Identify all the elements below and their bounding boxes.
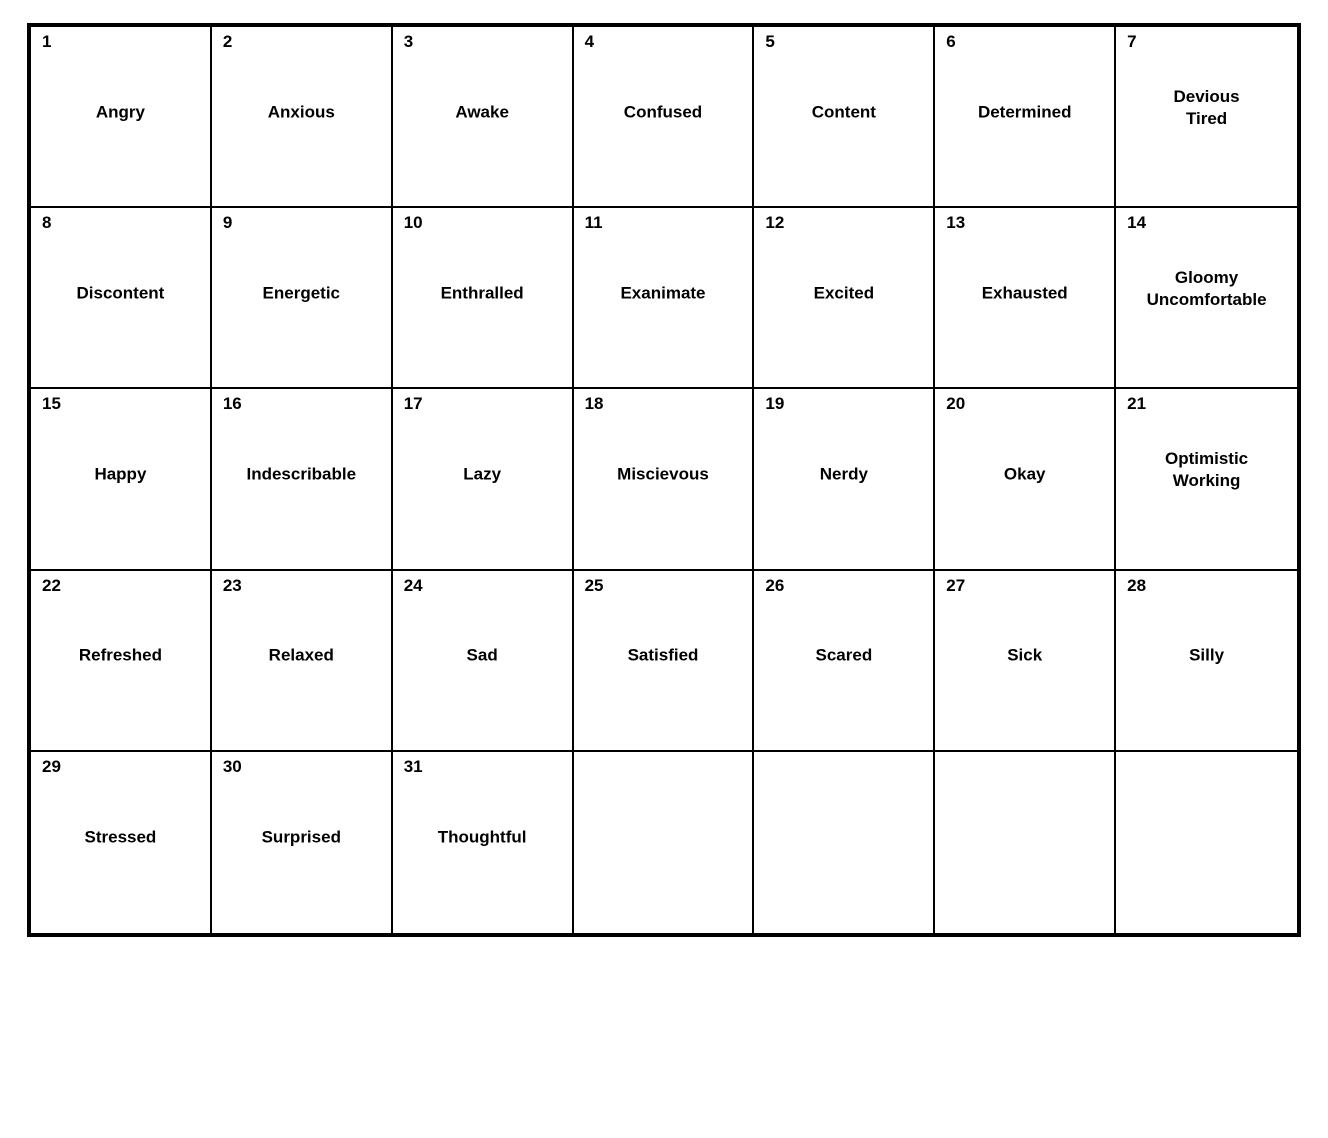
- calendar-day-cell: [935, 571, 1116, 752]
- day-number: 21: [1127, 394, 1147, 414]
- mood-label: [1116, 86, 1297, 130]
- mood-label: [31, 101, 210, 123]
- mood-label: [393, 101, 572, 123]
- calendar-day-cell: [1116, 571, 1297, 752]
- day-number: 23: [222, 575, 242, 595]
- day-number: 19: [765, 394, 785, 414]
- calendar-day-cell: [212, 389, 393, 570]
- mood-word: Sick: [1007, 645, 1043, 665]
- mood-label: [31, 464, 210, 486]
- day-number: 10: [403, 213, 423, 233]
- mood-word: Scared: [815, 645, 873, 665]
- calendar-day-cell: [393, 27, 574, 208]
- day-number: 28: [1127, 575, 1147, 595]
- calendar-day-cell: [31, 571, 212, 752]
- mood-word: Discontent: [76, 283, 165, 303]
- calendar-day-cell: [212, 27, 393, 208]
- mood-label: [393, 464, 572, 486]
- mood-word: Uncomfortable: [1146, 289, 1267, 309]
- calendar-day-cell: [31, 208, 212, 389]
- day-number: 14: [1127, 213, 1147, 233]
- mood-word: Satisfied: [627, 645, 699, 665]
- day-number: 29: [42, 756, 61, 776]
- mood-word: Silly: [1189, 645, 1225, 665]
- mood-label: [754, 464, 933, 486]
- day-number: 5: [765, 32, 775, 51]
- day-number: 16: [222, 394, 242, 414]
- mood-word: Awake: [455, 102, 509, 122]
- day-number: 1: [42, 32, 52, 51]
- mood-word: Determined: [977, 102, 1072, 122]
- mood-label: [31, 282, 210, 304]
- mood-word: Indescribable: [246, 464, 357, 484]
- mood-word: Enthralled: [440, 283, 524, 303]
- calendar-day-cell: [574, 389, 755, 570]
- mood-calendar-grid: [27, 23, 1301, 937]
- mood-label: [754, 645, 933, 667]
- mood-label: [212, 101, 391, 123]
- calendar-day-cell: [393, 752, 574, 933]
- day-number: 31: [403, 756, 423, 776]
- mood-word: Surprised: [261, 827, 341, 847]
- mood-label: [31, 827, 210, 849]
- day-number: 18: [584, 394, 604, 414]
- mood-label: [393, 827, 572, 849]
- mood-word: Sad: [466, 645, 498, 665]
- mood-word: Content: [811, 102, 876, 122]
- day-number: 22: [42, 575, 61, 595]
- calendar-day-cell: [574, 571, 755, 752]
- calendar-day-cell: [31, 752, 212, 933]
- mood-word: Exhausted: [981, 283, 1068, 303]
- mood-word: Tired: [1185, 108, 1228, 128]
- mood-label: [212, 282, 391, 304]
- calendar-day-cell: [31, 27, 212, 208]
- day-number: 8: [42, 213, 52, 233]
- mood-word: Stressed: [84, 827, 157, 847]
- calendar-day-cell: [212, 752, 393, 933]
- day-number: 17: [403, 394, 423, 414]
- calendar-day-cell: [574, 208, 755, 389]
- calendar-day-cell: [393, 571, 574, 752]
- mood-label: [574, 464, 753, 486]
- mood-label: [212, 645, 391, 667]
- calendar-day-cell: [935, 27, 1116, 208]
- day-number: 2: [222, 32, 233, 51]
- day-number: 15: [42, 394, 61, 414]
- calendar-empty-cell: [935, 752, 1116, 933]
- mood-label: [393, 282, 572, 304]
- mood-label: [393, 645, 572, 667]
- day-number: 9: [222, 213, 233, 233]
- mood-label: [212, 464, 391, 486]
- calendar-day-cell: [754, 208, 935, 389]
- calendar-day-cell: [212, 571, 393, 752]
- mood-word: Optimistic: [1165, 449, 1249, 469]
- mood-label: [212, 827, 391, 849]
- calendar-day-cell: [754, 571, 935, 752]
- mood-word: Devious: [1173, 86, 1240, 106]
- mood-word: Working: [1172, 471, 1241, 491]
- mood-word: Refreshed: [78, 645, 162, 665]
- mood-word: Nerdy: [819, 464, 868, 484]
- calendar-day-cell: [754, 389, 935, 570]
- calendar-day-cell: [574, 27, 755, 208]
- mood-label: [935, 101, 1114, 123]
- mood-label: [574, 101, 753, 123]
- day-number: 25: [584, 575, 604, 595]
- mood-label: [935, 645, 1114, 667]
- calendar-empty-cell: [754, 752, 935, 933]
- calendar-day-cell: [393, 208, 574, 389]
- mood-label: [1116, 448, 1297, 492]
- mood-word: Thoughtful: [437, 827, 527, 847]
- day-number: 4: [584, 32, 595, 51]
- mood-label: [1116, 267, 1297, 311]
- day-number: 27: [946, 575, 966, 595]
- calendar-empty-cell: [574, 752, 755, 933]
- day-number: 6: [946, 32, 956, 51]
- calendar-day-cell: [1116, 389, 1297, 570]
- day-number: 3: [403, 32, 414, 51]
- mood-word: Okay: [1003, 464, 1046, 484]
- calendar-day-cell: [31, 389, 212, 570]
- mood-word: Exanimate: [620, 283, 706, 303]
- mood-word: Miscievous: [617, 464, 709, 484]
- mood-word: Anxious: [267, 102, 335, 122]
- day-number: 30: [222, 756, 242, 776]
- mood-label: [31, 645, 210, 667]
- mood-word: Excited: [813, 283, 875, 303]
- calendar-day-cell: [393, 389, 574, 570]
- calendar-empty-cell: [1116, 752, 1297, 933]
- mood-word: Gloomy: [1174, 267, 1239, 287]
- mood-label: [574, 282, 753, 304]
- mood-label: [935, 282, 1114, 304]
- mood-word: Relaxed: [268, 645, 334, 665]
- calendar-day-cell: [1116, 208, 1297, 389]
- mood-label: [935, 464, 1114, 486]
- calendar-day-cell: [935, 389, 1116, 570]
- day-number: 24: [403, 575, 423, 595]
- mood-label: [1116, 645, 1297, 667]
- calendar-day-cell: [935, 208, 1116, 389]
- calendar-day-cell: [212, 208, 393, 389]
- calendar-day-cell: [754, 27, 935, 208]
- calendar-day-cell: [1116, 27, 1297, 208]
- day-number: 11: [584, 213, 603, 233]
- mood-word: Energetic: [262, 283, 341, 303]
- mood-word: Angry: [95, 102, 145, 122]
- day-number: 12: [765, 213, 785, 233]
- mood-label: [754, 101, 933, 123]
- mood-word: Confused: [623, 102, 703, 122]
- mood-word: Lazy: [463, 464, 502, 484]
- day-number: 13: [946, 213, 966, 233]
- day-number: 7: [1127, 32, 1137, 51]
- mood-word: Happy: [94, 464, 147, 484]
- mood-label: [574, 645, 753, 667]
- day-number: 26: [765, 575, 785, 595]
- mood-label: [754, 282, 933, 304]
- day-number: 20: [946, 394, 966, 414]
